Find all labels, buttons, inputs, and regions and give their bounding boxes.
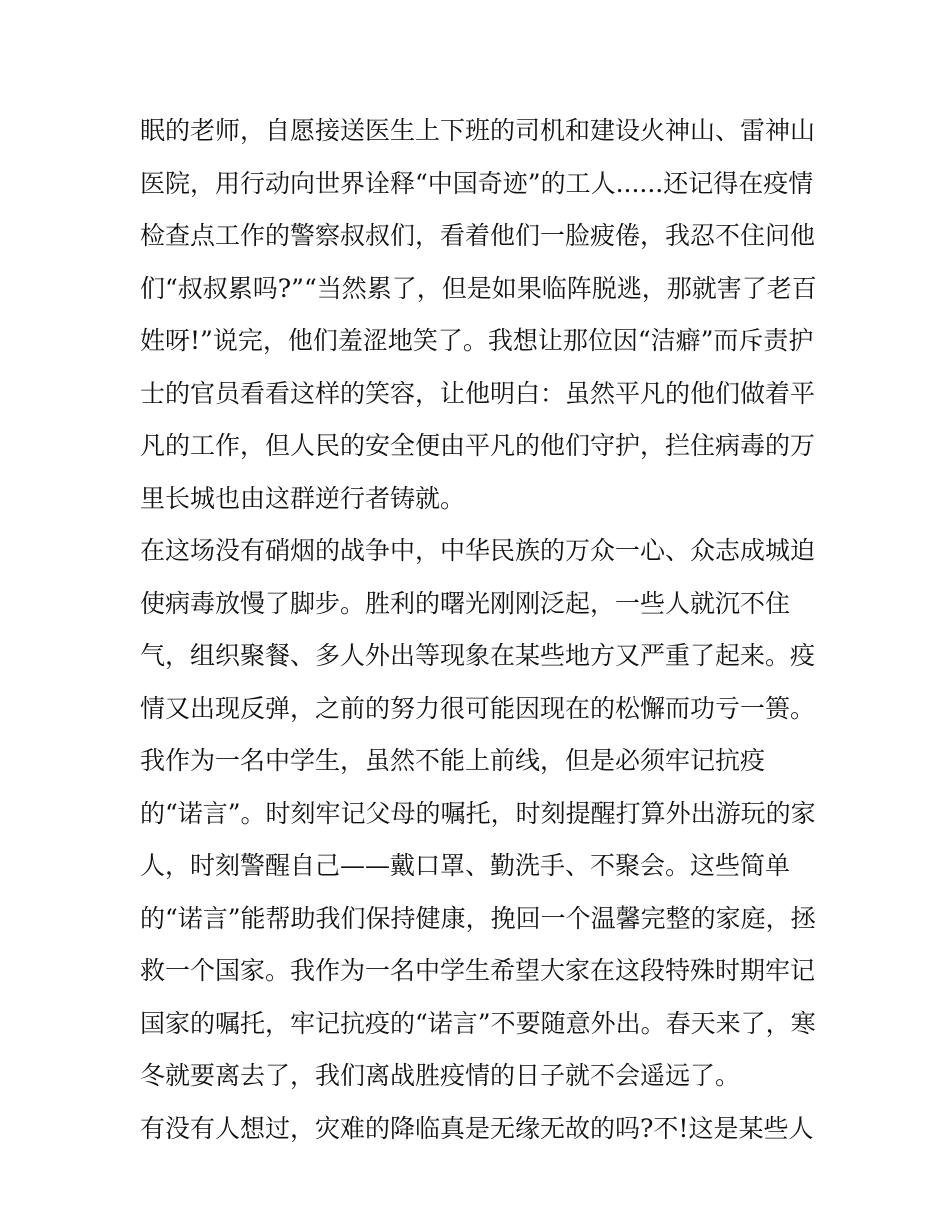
text-line: 的“诺言”。时刻牢记父母的嘱托，时刻提醒打算外出游玩的家 bbox=[140, 798, 816, 828]
text-line: 医院，用行动向世界诠释“中国奇迹”的工人......还记得在疫情 bbox=[140, 168, 814, 198]
text-line: 有没有人想过，灾难的降临真是无缘无故的吗?不!这是某些人 bbox=[140, 1113, 814, 1143]
text-line: 的“诺言”能帮助我们保持健康，挽回一个温馨完整的家庭，拯 bbox=[140, 903, 816, 933]
text-line: 士的官员看看这样的笑容，让他明白：虽然平凡的他们做着平 bbox=[140, 378, 816, 408]
text-line: 我作为一名中学生，虽然不能上前线，但是必须牢记抗疫 bbox=[140, 746, 766, 775]
text-line: 救一个国家。我作为一名中学生希望大家在这段特殊时期牢记 bbox=[140, 956, 816, 985]
text-line: 们“叔叔累吗?”“当然累了，但是如果临阵脱逃，那就害了老百 bbox=[140, 273, 817, 303]
body-text bbox=[140, 105, 820, 1155]
text-line: 姓呀!”说完，他们羞涩地笑了。我想让那位因“洁癖”而斥责护 bbox=[140, 326, 814, 355]
text-line: 检查点工作的警察叔叔们，看着他们一脸疲倦，我忍不住问他 bbox=[140, 221, 816, 250]
text-line: 国家的嘱托，牢记抗疫的“诺言”不要随意外出。春天来了，寒 bbox=[140, 1008, 816, 1038]
text-line: 情又出现反弹，之前的努力很可能因现在的松懈而功亏一篑。 bbox=[140, 693, 816, 723]
text-line: 里长城也由这群逆行者铸就。 bbox=[140, 483, 466, 513]
text-line: 在这场没有硝烟的战争中，中华民族的万众一心、众志成城迫 bbox=[140, 536, 816, 565]
text-line: 人，时刻警醒自己——戴口罩、勤洗手、不聚会。这些简单 bbox=[140, 851, 791, 880]
text-line: 气，组织聚餐、多人外出等现象在某些地方又严重了起来。疫 bbox=[140, 641, 816, 670]
text-line: 使病毒放慢了脚步。胜利的曙光刚刚泛起，一些人就沉不住 bbox=[140, 588, 791, 618]
text-line: 冬就要离去了，我们离战胜疫情的日子就不会遥远了。 bbox=[140, 1061, 741, 1090]
text-line: 凡的工作，但人民的安全便由平凡的他们守护，拦住病毒的万 bbox=[140, 431, 816, 460]
text-line: 眠的老师，自愿接送医生上下班的司机和建设火神山、雷神山 bbox=[140, 116, 816, 145]
